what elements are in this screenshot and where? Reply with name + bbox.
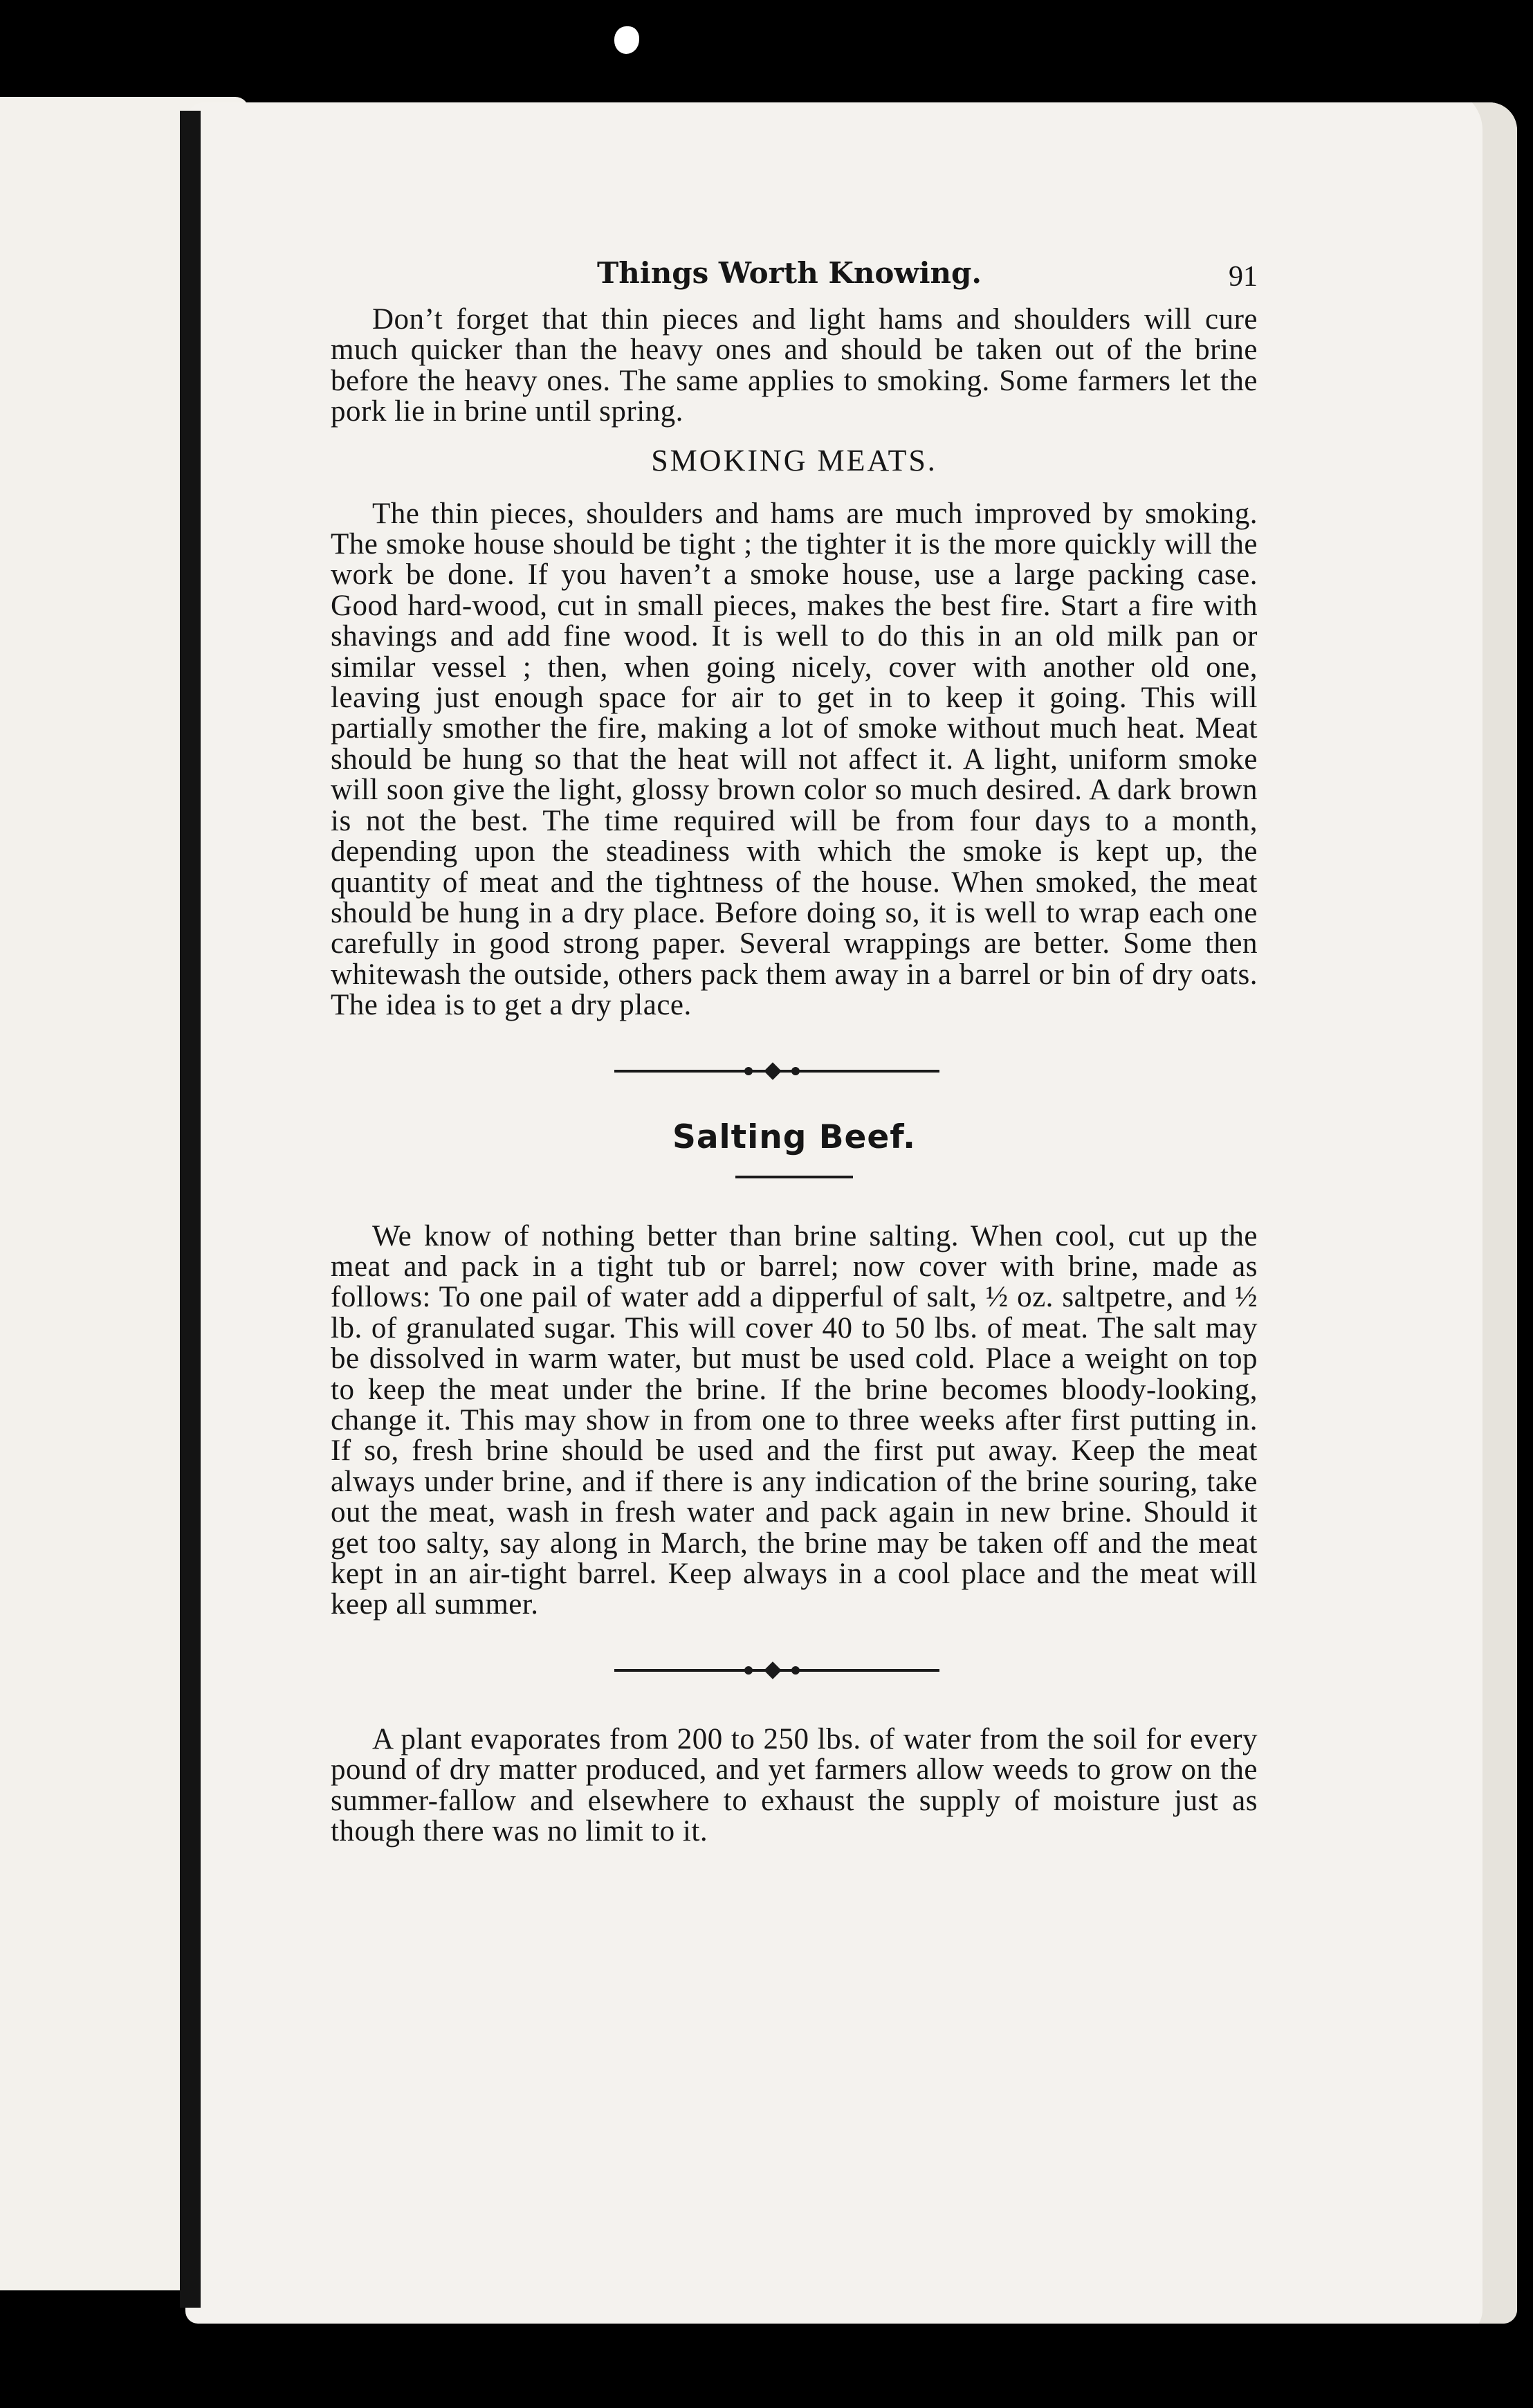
ornament-divider [331, 1050, 1258, 1092]
running-head-title: Things Worth Knowing. [597, 256, 982, 290]
dust-speck [614, 26, 639, 54]
ornament-divider [331, 1650, 1258, 1691]
plant-evaporation-paragraph: A plant evaporates from 200 to 250 lbs. of water from the soil for every pound of dry matter produced, and yet farmers allow weeds to grow on the summer-fallow and elsewhere to exhaust the supply of moisture just as though there was no limit to it. [331, 1722, 1258, 1848]
running-head [331, 256, 1258, 304]
page-number: 91 [1229, 261, 1258, 293]
salting-beef-paragraph: We know of nothing better than brine salting. When cool, cut up the meat and pack in a tight tub or barrel; now cover with brine, made as follows: To one pail of water add a dipperful of salt, ½ oz. saltpetre, and ½ lb. of granulated sugar. This will cover 40 to 50 lbs. of meat. The salt may be dissolved in warm water, but must be used cold. Place a weight on top to keep the meat under the brine. If the brine becomes bloody-looking, change it. This may show in from one to three weeks after first putting in. If so, fresh brine should be used and the first put away. Keep the meat always under brine, and if there is any indication of the brine souring, take out the meat, wash in fresh water and pack again in new brine. Should it get too salty, say along in March, the brine may be taken off and the meat kept in an air-tight barrel. Keep always in a cool place and the meat will keep all summer. [331, 1219, 1258, 1621]
smoking-meats-paragraph: The thin pieces, shoulders and hams are much improved by smoking. The smoke house should be tight ; the tighter it is the more quickly will the work be done. If you haven’t a smoke house, use a large packing case. Good hard-wood, cut in small pieces, makes the best fire. Start a fire with shavings and add fine wood. It is well to do this in an old milk pan or similar vessel ; then, when going nicely, cover with another old one, leaving just enough space for air to get in to keep it going. This will partially smother the fire, making a lot of smoke without much heat. Meat should be hung so that the heat will not affect it. A light, uniform smoke will soon give the light, glossy brown color so much desired. A dark brown is not the best. The time required will be from four days to a month, depending upon the steadiness with which the smoke is kept up, the quantity of meat and the tightness of the house. When smoked, the meat should be hung in a dry place. Before doing so, it is well to wrap each one carefully in good strong paper. Several wrappings are better. Some then whitewash the outside, others pack them away in a barrel or bin of dry oats. The idea is to get a dry place. [331, 497, 1258, 1022]
intro-paragraph: Don’t forget that thin pieces and light hams and shoulders will cure much quicker than the heavy ones and should be taken out of the brine before the heavy ones. The same applies to smoking. Some farmers let the pork lie in brine until spring. [331, 303, 1258, 428]
book-spine [180, 111, 201, 2308]
heading-underline [735, 1176, 853, 1178]
smoking-meats-heading: SMOKING MEATS. [651, 443, 937, 477]
salting-beef-heading: Salting Beef. [672, 1118, 917, 1156]
right-page-content [331, 256, 1258, 1847]
